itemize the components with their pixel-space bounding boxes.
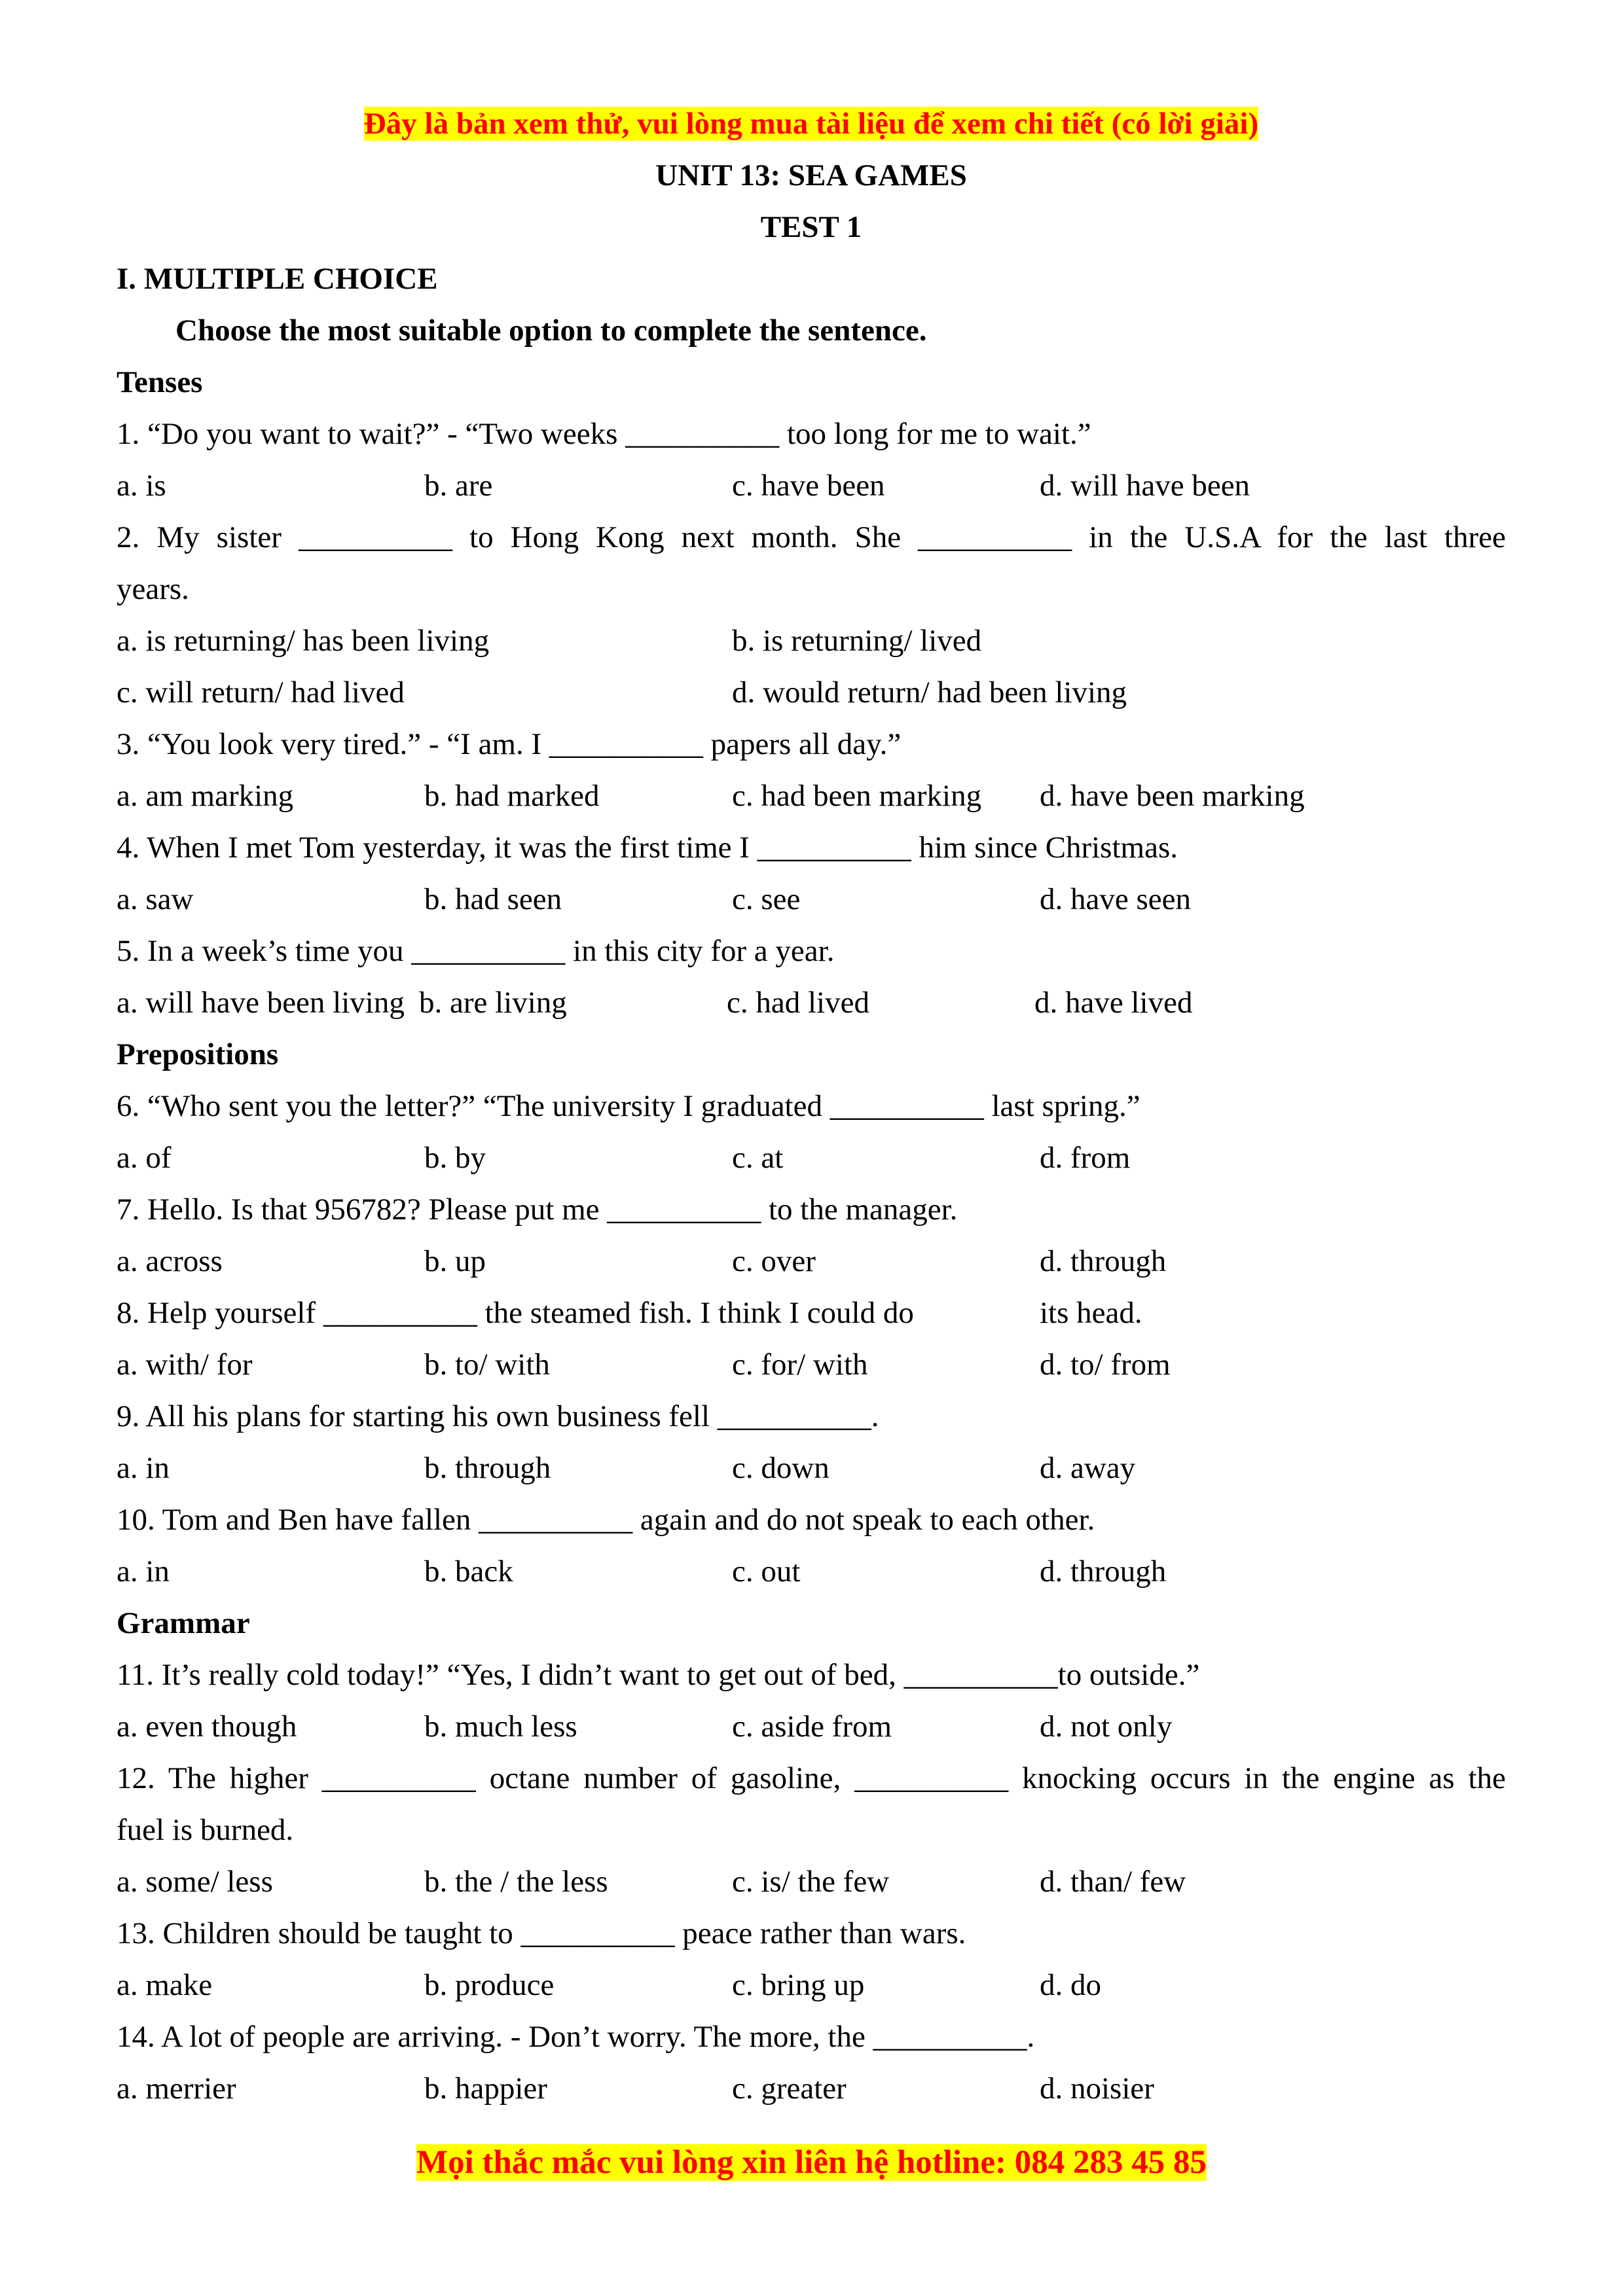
option: a. even though [117, 1710, 297, 1744]
options-11 [117, 1701, 1506, 1753]
option: d. from [1040, 1141, 1131, 1175]
option: b. happier [424, 2072, 547, 2106]
option: d. have lived [1034, 986, 1193, 1020]
question-7: 7. Hello. Is that 956782? Please put me __________ to the manager. [117, 1193, 958, 1227]
options-2a [117, 615, 1506, 667]
options-6 [117, 1132, 1506, 1184]
question-12: 12. The higher __________ octane number of gasoline, __________ knocking occurs in the engine as the [117, 1761, 1506, 1795]
hotline-footer: Mọi thắc mắc vui lòng xin liên hệ hotline: 084 283 45 85 [416, 2144, 1207, 2181]
option: b. up [424, 1244, 486, 1278]
option: a. will have been living [117, 986, 405, 1020]
option: d. have seen [1040, 882, 1191, 916]
option: a. with/ for [117, 1348, 253, 1382]
option: d. to/ from [1040, 1348, 1171, 1382]
option: b. are living [419, 986, 567, 1020]
option: c. aside from [732, 1710, 892, 1744]
option: a. in [117, 1554, 170, 1588]
option: d. do [1040, 1968, 1101, 2002]
question-3: 3. “You look very tired.” - “I am. I __________ papers all day.” [117, 727, 902, 761]
preview-notice: Đây là bản xem thử, vui lòng mua tài liệu để xem chi tiết (có lời giải) [363, 107, 1259, 141]
option: b. through [424, 1451, 551, 1485]
options-8 [117, 1339, 1506, 1391]
question-13: 13. Children should be taught to __________ peace rather than wars. [117, 1916, 966, 1950]
option: b. back [424, 1554, 513, 1588]
options-4 [117, 874, 1506, 925]
question-8-tail: its head. [1040, 1296, 1142, 1330]
question-11: 11. It’s really cold today!” “Yes, I didn’t want to get out of bed, __________to outside.” [117, 1658, 1200, 1692]
section-heading: I. MULTIPLE CHOICE [117, 262, 438, 296]
options-9 [117, 1443, 1506, 1494]
question-2-cont: years. [117, 572, 189, 606]
test-title: TEST 1 [760, 210, 862, 244]
unit-title: UNIT 13: SEA GAMES [655, 158, 967, 192]
option: c. greater [732, 2072, 847, 2106]
question-10: 10. Tom and Ben have fallen __________ again and do not speak to each other. [117, 1503, 1095, 1537]
option: c. is/ the few [732, 1865, 890, 1899]
option: d. through [1040, 1554, 1167, 1588]
option: a. in [117, 1451, 170, 1485]
question-5: 5. In a week’s time you __________ in this city for a year. [117, 934, 835, 968]
options-13 [117, 1960, 1506, 2011]
question-14: 14. A lot of people are arriving. - Don’t worry. The more, the __________. [117, 2020, 1035, 2054]
heading-tenses: Tenses [117, 365, 203, 399]
options-2b [117, 667, 1506, 719]
option: c. down [732, 1451, 830, 1485]
option: d. will have been [1040, 469, 1250, 503]
option: a. am marking [117, 779, 294, 813]
option: b. the / the less [424, 1865, 608, 1899]
option: d. away [1040, 1451, 1136, 1485]
option: c. bring up [732, 1968, 865, 2002]
options-12 [117, 1856, 1506, 1908]
option: a. is [117, 469, 166, 503]
option: d. noisier [1040, 2072, 1154, 2106]
option: c. had lived [727, 986, 869, 1020]
option: d. have been marking [1040, 779, 1305, 813]
option: b. are [424, 469, 493, 503]
option: a. merrier [117, 2072, 236, 2106]
option: b. had marked [424, 779, 600, 813]
option: c. have been [732, 469, 885, 503]
question-6: 6. “Who sent you the letter?” “The university I graduated __________ last spring.” [117, 1089, 1140, 1123]
question-12-cont: fuel is burned. [117, 1813, 294, 1847]
option: c. over [732, 1244, 816, 1278]
heading-grammar: Grammar [117, 1606, 250, 1640]
question-2: 2. My sister __________ to Hong Kong next month. She __________ in the U.S.A for the last three [117, 520, 1506, 554]
option: c. for/ with [732, 1348, 868, 1382]
option: c. at [732, 1141, 784, 1175]
option: c. will return/ had lived [117, 675, 405, 709]
option: d. than/ few [1040, 1865, 1186, 1899]
options-10 [117, 1546, 1506, 1598]
option: c. out [732, 1554, 801, 1588]
option: d. not only [1040, 1710, 1173, 1744]
option: b. to/ with [424, 1348, 550, 1382]
option: b. by [424, 1141, 486, 1175]
question-9: 9. All his plans for starting his own business fell __________. [117, 1399, 879, 1433]
question-8-text: 8. Help yourself __________ the steamed fish. I think I could do [117, 1296, 914, 1330]
option: a. of [117, 1141, 172, 1175]
options-14 [117, 2063, 1506, 2115]
option: c. had been marking [732, 779, 982, 813]
option: b. had seen [424, 882, 562, 916]
question-8 [117, 1287, 1506, 1339]
option: b. is returning/ lived [732, 624, 982, 658]
option: b. produce [424, 1968, 555, 2002]
option: d. through [1040, 1244, 1167, 1278]
option: a. is returning/ has been living [117, 624, 490, 658]
option: a. make [117, 1968, 213, 2002]
document-page [117, 98, 1506, 2115]
option: a. saw [117, 882, 194, 916]
question-4: 4. When I met Tom yesterday, it was the first time I __________ him since Christmas. [117, 831, 1178, 865]
option: d. would return/ had been living [732, 675, 1127, 709]
option: b. much less [424, 1710, 577, 1744]
option: a. across [117, 1244, 223, 1278]
heading-prepositions: Prepositions [117, 1037, 279, 1071]
options-1 [117, 460, 1506, 512]
option: c. see [732, 882, 801, 916]
instruction: Choose the most suitable option to complete the sentence. [175, 314, 927, 348]
options-7 [117, 1236, 1506, 1287]
option: a. some/ less [117, 1865, 273, 1899]
options-5 [117, 977, 1506, 1029]
question-1: 1. “Do you want to wait?” - “Two weeks __________ too long for me to wait.” [117, 417, 1091, 451]
options-3 [117, 770, 1506, 822]
